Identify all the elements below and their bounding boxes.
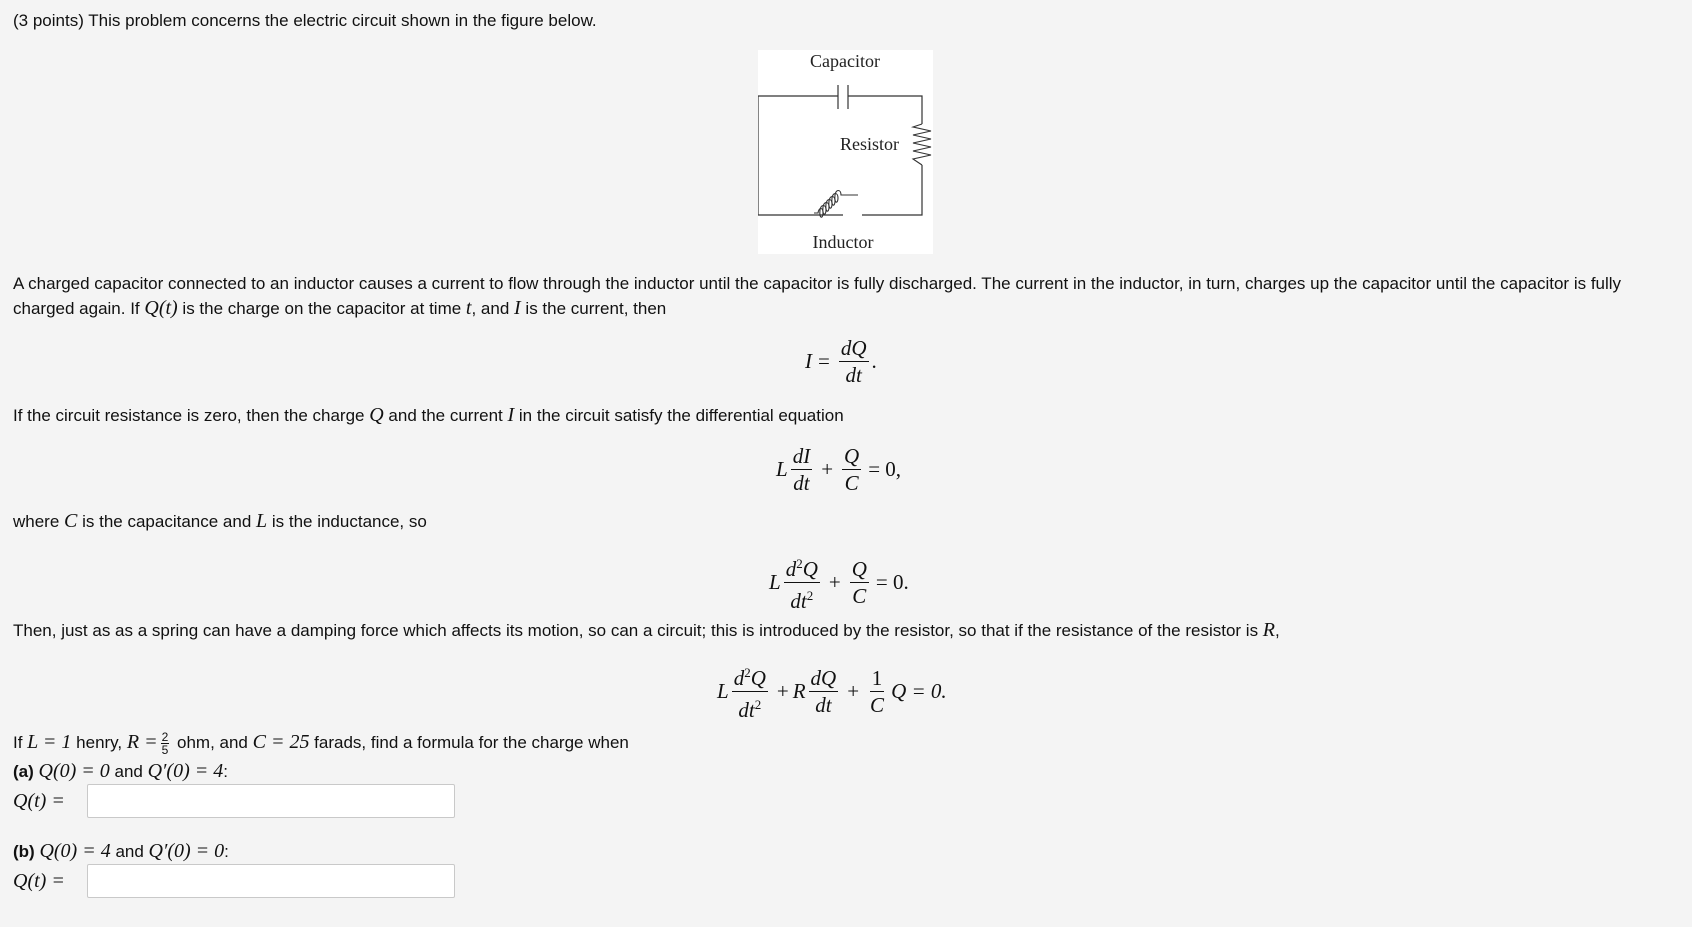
paragraph-2 <box>13 403 844 428</box>
sup: 2 <box>796 556 803 571</box>
math-r: R <box>1262 619 1276 641</box>
part-a-conditions <box>13 759 228 784</box>
denominator <box>788 583 815 613</box>
math-cond-2: Q′(0) = 0 <box>148 840 225 862</box>
numerator: dI <box>792 444 811 468</box>
text: , <box>1275 621 1280 640</box>
eq-plus: + <box>821 457 834 481</box>
text: If <box>13 733 28 752</box>
text: Then, just as as a spring can have a damping force which affects its motion, so can a circuit; this is introduced by the resistor, so that if the resistance of the resistor is <box>13 621 1263 640</box>
part-b-conditions <box>13 839 229 864</box>
fraction-d2q-dt2 <box>732 661 768 722</box>
numerator: Q <box>844 444 860 468</box>
equation-lc-second-order <box>769 552 909 613</box>
text: and <box>109 762 148 781</box>
eq-rhs: = 0, <box>868 457 902 481</box>
part-a-answer-input[interactable] <box>87 784 455 818</box>
paragraph-4 <box>13 618 1280 643</box>
text: ohm, and <box>172 733 253 752</box>
text: is the charge on the capacitor at time <box>177 299 466 318</box>
d: d <box>733 666 745 690</box>
text: henry, <box>71 733 127 752</box>
denominator: dt <box>815 693 832 717</box>
eq-l: L <box>717 679 729 703</box>
text: and <box>110 842 149 861</box>
math-c: C <box>64 510 78 532</box>
eq-lhs: I <box>805 349 812 373</box>
text: If the circuit resistance is zero, then the charge <box>13 406 370 425</box>
fraction-di-dt <box>791 444 813 495</box>
paragraph-3 <box>13 509 427 534</box>
text: where <box>13 512 65 531</box>
math-q: Q <box>369 404 384 426</box>
capacitor-label: Capacitor <box>810 51 880 71</box>
text: farads, find a formula for the charge when <box>309 733 629 752</box>
part-a-label: (a) <box>13 762 34 781</box>
part-b-answer-label: Q(t) = <box>13 870 65 892</box>
math-cond-1: Q(0) = 4 <box>39 840 111 862</box>
part-b-answer-input[interactable] <box>87 864 455 898</box>
math-r-value: R = <box>126 731 158 753</box>
dt: dt <box>790 589 807 613</box>
inductor-symbol <box>814 191 858 218</box>
numerator <box>732 661 768 692</box>
eq-rhs: Q = 0. <box>891 679 947 703</box>
math-i: I <box>507 404 515 426</box>
text: : <box>224 842 229 861</box>
math-i: I <box>514 297 521 319</box>
math-l: L <box>256 510 268 532</box>
numerator <box>784 552 820 583</box>
problem-header: (3 points) This problem concerns the electric circuit shown in the figure below. <box>13 11 597 30</box>
equation-current <box>805 336 877 387</box>
eq-plus: + <box>776 679 789 703</box>
capacitor-symbol <box>838 85 848 109</box>
part-a-answer-label: Q(t) = <box>13 790 65 812</box>
numerator: dQ <box>840 336 867 360</box>
numerator: 1 <box>871 666 883 690</box>
numerator: dQ <box>810 666 837 690</box>
numerator: 2 <box>161 730 169 745</box>
math-c-value: C = 25 <box>252 731 310 753</box>
dt: dt <box>738 698 755 722</box>
eq-period: . <box>871 349 877 373</box>
text: in the circuit satisfy the differential equation <box>514 406 844 425</box>
inductor-label: Inductor <box>812 232 874 252</box>
text: and the current <box>383 406 508 425</box>
fraction-q-c <box>850 557 869 608</box>
part-b-label: (b) <box>13 842 35 861</box>
eq-plus: + <box>847 679 860 703</box>
text: , and <box>471 299 515 318</box>
eq-rhs: = 0. <box>875 570 909 594</box>
given-values <box>13 730 629 756</box>
eq-l: L <box>769 570 781 594</box>
numerator: Q <box>851 557 867 581</box>
math-l-value: L = 1 <box>27 731 72 753</box>
eq-equals: = <box>818 349 830 373</box>
fraction-dq-dt <box>809 666 839 717</box>
q: Q <box>802 557 818 581</box>
math-cond-2: Q′(0) = 4 <box>147 760 224 782</box>
denominator: 5 <box>161 743 169 758</box>
resistor-symbol <box>913 124 931 165</box>
denominator: dt <box>845 363 862 387</box>
denominator: C <box>844 471 859 495</box>
denominator: C <box>852 584 867 608</box>
circuit-figure <box>758 50 933 254</box>
math-t: t <box>465 297 472 319</box>
math-q-of-t: Q(t) <box>144 297 178 319</box>
denominator: C <box>870 693 885 717</box>
eq-l: L <box>776 457 788 481</box>
fraction-d2q-dt2 <box>784 552 820 613</box>
text: is the current, then <box>520 299 667 318</box>
q: Q <box>750 666 766 690</box>
equation-lc-first-order <box>776 444 901 495</box>
circuit-wires <box>758 96 922 215</box>
eq-r: R <box>792 679 806 703</box>
text: : <box>223 762 228 781</box>
text: is the inductance, so <box>267 512 427 531</box>
d: d <box>785 557 797 581</box>
fraction-1-c <box>868 666 886 717</box>
equation-rlc <box>717 661 947 722</box>
paragraph-1-line-1: A charged capacitor connected to an inductor causes a current to flow through the inductor until the capacitor is fully discharged. The current in the inductor, in turn, charges up the capacitor until the capacitor is fully <box>13 274 1622 293</box>
fraction-dq-dt <box>839 336 869 387</box>
denominator: dt <box>793 471 810 495</box>
fraction-q-c <box>842 444 861 495</box>
resistor-label: Resistor <box>840 134 900 154</box>
paragraph-1-line-2 <box>13 296 666 321</box>
sup: 2 <box>754 697 762 712</box>
denominator <box>736 692 763 722</box>
text: charged again. If <box>13 299 145 318</box>
fraction-2-5 <box>161 731 170 756</box>
sup: 2 <box>744 665 751 680</box>
sup: 2 <box>806 588 814 603</box>
math-cond-1: Q(0) = 0 <box>38 760 110 782</box>
eq-plus: + <box>828 570 841 594</box>
text: is the capacitance and <box>77 512 256 531</box>
